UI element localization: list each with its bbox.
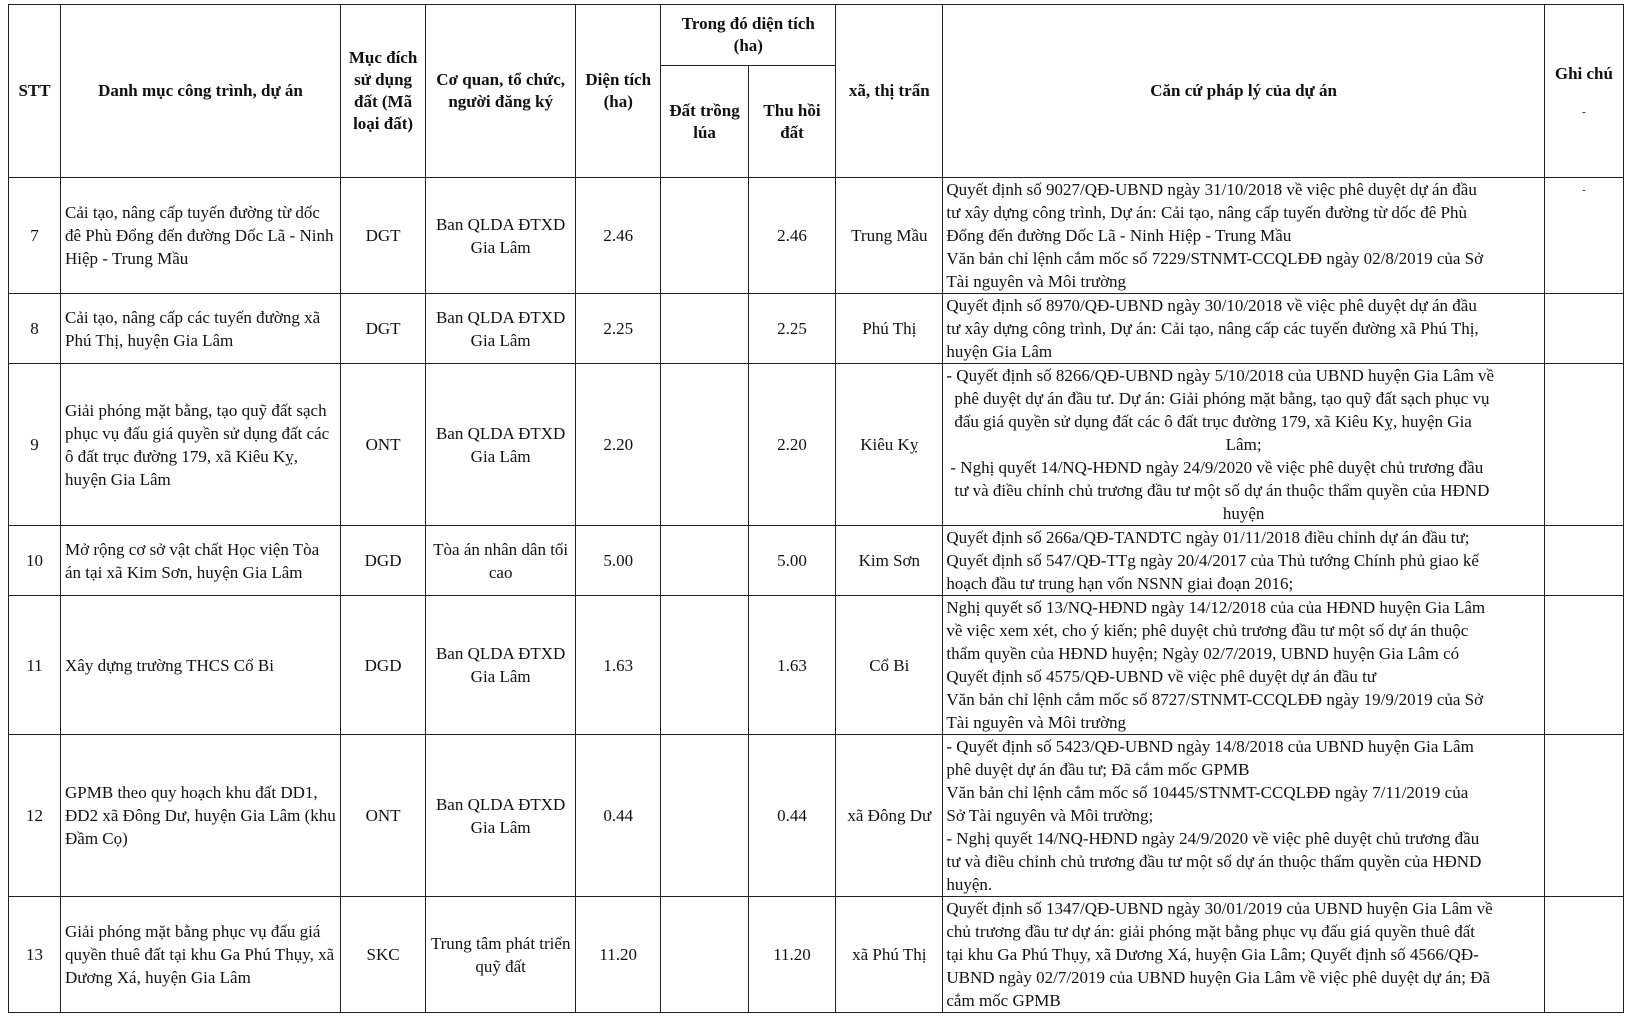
legal-line: - Nghị quyết 14/NQ-HĐND ngày 24/9/2020 về việc phê duyệt chủ trương đầu [946, 829, 1480, 848]
row-agency: Trung tâm phát triển quỹ đất [426, 897, 576, 1013]
legal-line: huyện Gia Lâm [946, 342, 1053, 361]
row-project-name: Giải phóng mặt bằng phục vụ đấu giá quyền thuê đất tại khu Ga Phú Thụy, xã Dương Xá, huyện Gia Lâm [61, 897, 341, 1013]
row-area: 0.44 [576, 735, 661, 897]
legal-line: UBND ngày 02/7/2019 của UBND huyện Gia Lâm về việc phê duyệt dự án; Đã [946, 968, 1491, 987]
row-legal-basis [943, 526, 1544, 596]
legal-line: huyện. [946, 875, 993, 894]
row-stt: 8 [9, 294, 61, 364]
table-row [9, 596, 1624, 735]
row-land-purpose: SKC [340, 897, 425, 1013]
row-commune: Cổ Bi [836, 596, 943, 735]
legal-line: Văn bản chỉ lệnh cắm mốc số 7229/STNMT-CCQLĐĐ ngày 02/8/2019 của Sở [946, 249, 1484, 268]
header-note-mark: - [1582, 106, 1586, 118]
legal-line: Lâm; [1225, 435, 1262, 454]
row-land-recovery: 0.44 [748, 735, 835, 897]
row-project-name: Xây dựng trường THCS Cổ Bi [61, 596, 341, 735]
row-stt: 11 [9, 596, 61, 735]
row-legal-basis [943, 178, 1544, 294]
table-row [9, 897, 1624, 1013]
row-commune: Kiêu Kỵ [836, 364, 943, 526]
legal-line: cắm mốc GPMB [946, 991, 1061, 1010]
legal-line: Quyết định số 8970/QĐ-UBND ngày 30/10/2018 về việc phê duyệt dự án đầu [946, 296, 1477, 315]
legal-line: Quyết định số 1347/QĐ-UBND ngày 30/01/2019 của UBND huyện Gia Lâm về [946, 899, 1493, 918]
row-area: 2.46 [576, 178, 661, 294]
row-agency: Tòa án nhân dân tối cao [426, 526, 576, 596]
row-area: 5.00 [576, 526, 661, 596]
row-rice-land [661, 897, 748, 1013]
row-agency: Ban QLDA ĐTXD Gia Lâm [426, 364, 576, 526]
row-stt: 10 [9, 526, 61, 596]
legal-line: Tài nguyên và Môi trường [946, 713, 1127, 732]
row-commune: Phú Thị [836, 294, 943, 364]
row-legal-basis [943, 364, 1544, 526]
row-note [1544, 178, 1623, 294]
legal-line: đấu giá quyền sử dụng đất các ô đất trục đường 179, xã Kiêu Kỵ, huyện Gia [954, 412, 1472, 431]
row-legal-basis [943, 897, 1544, 1013]
row-project-name: Cải tạo, nâng cấp tuyến đường từ dốc đê Phù Đổng đến đường Dốc Lã - Ninh Hiệp - Trung Mầu [61, 178, 341, 294]
legal-line: chủ trương đầu tư dự án: giải phóng mặt bằng phục vụ đấu giá quyền thuê đất [946, 922, 1475, 941]
row-note [1544, 897, 1623, 1013]
legal-line: Văn bản chỉ lệnh cắm mốc số 10445/STNMT-CCQLĐĐ ngày 7/11/2019 của [946, 783, 1469, 802]
land-use-table-page [8, 4, 1624, 1013]
header-rice-land: Đất trồng lúa [661, 66, 748, 178]
legal-line: Sở Tài nguyên và Môi trường; [946, 806, 1154, 825]
header-note-label: Ghi chú [1554, 64, 1613, 83]
header-project: Danh mục công trình, dự án [61, 5, 341, 178]
row-area: 1.63 [576, 596, 661, 735]
legal-line: tư xây dựng công trình, Dự án: Cải tạo, nâng cấp tuyến đường từ dốc đê Phù [946, 203, 1467, 222]
row-legal-basis [943, 735, 1544, 897]
row-stt: 7 [9, 178, 61, 294]
row-agency: Ban QLDA ĐTXD Gia Lâm [426, 178, 576, 294]
row-note [1544, 526, 1623, 596]
table-row [9, 294, 1624, 364]
row-rice-land [661, 526, 748, 596]
row-note [1544, 364, 1623, 526]
row-agency: Ban QLDA ĐTXD Gia Lâm [426, 294, 576, 364]
row-commune: Kim Sơn [836, 526, 943, 596]
row-land-purpose: DGT [340, 294, 425, 364]
row-area: 2.20 [576, 364, 661, 526]
row-rice-land [661, 294, 748, 364]
legal-line: - Nghị quyết 14/NQ-HĐND ngày 24/9/2020 về việc phê duyệt chủ trương đầu [950, 458, 1484, 477]
row-rice-land [661, 178, 748, 294]
row-land-recovery: 1.63 [748, 596, 835, 735]
row-land-purpose: DGD [340, 596, 425, 735]
row-rice-land [661, 735, 748, 897]
row-note [1544, 735, 1623, 897]
legal-line: - Quyết định số 8266/QĐ-UBND ngày 5/10/2018 của UBND huyện Gia Lâm về [946, 366, 1495, 385]
row-land-purpose: DGT [340, 178, 425, 294]
row-area: 2.25 [576, 294, 661, 364]
legal-line: Văn bản chỉ lệnh cắm mốc số 8727/STNMT-CCQLĐĐ ngày 19/9/2019 của Sở [946, 690, 1484, 709]
header-commune: xã, thị trấn [836, 5, 943, 178]
land-use-projects-table [8, 4, 1624, 1013]
header-of-which: Trong đó diện tích (ha) [661, 5, 836, 66]
header-area: Diện tích (ha) [576, 5, 661, 178]
legal-line: - Quyết định số 5423/QĐ-UBND ngày 14/8/2018 của UBND huyện Gia Lâm [946, 737, 1474, 756]
row-stt: 12 [9, 735, 61, 897]
row-project-name: Giải phóng mặt bằng, tạo quỹ đất sạch phục vụ đấu giá quyền sử dụng đất các ô đất trục đường 179, xã Kiêu Kỵ, huyện Gia Lâm [61, 364, 341, 526]
legal-line: huyện [1222, 504, 1265, 523]
legal-line: về việc xem xét, cho ý kiến; phê duyệt chủ trương đầu tư một số dự án thuộc [946, 621, 1469, 640]
row-land-purpose: ONT [340, 735, 425, 897]
legal-line: tư và điều chỉnh chủ trương đầu tư một số dự án thuộc thẩm quyền của HĐND [946, 852, 1482, 871]
header-stt: STT [9, 5, 61, 178]
row-land-recovery: 11.20 [748, 897, 835, 1013]
row-land-recovery: 2.20 [748, 364, 835, 526]
row-agency: Ban QLDA ĐTXD Gia Lâm [426, 735, 576, 897]
row-note-text: - [1582, 184, 1586, 196]
legal-line: tư và điều chỉnh chủ trương đầu tư một số dự án thuộc thẩm quyền của HĐND [954, 481, 1490, 500]
legal-line: phê duyệt dự án đầu tư. Dự án: Giải phóng mặt bằng, tạo quỹ đất sạch phục vụ [954, 389, 1490, 408]
row-rice-land [661, 596, 748, 735]
row-project-name: Cải tạo, nâng cấp các tuyến đường xã Phú Thị, huyện Gia Lâm [61, 294, 341, 364]
row-commune: xã Phú Thị [836, 897, 943, 1013]
legal-line: Quyết định số 547/QĐ-TTg ngày 20/4/2017 của Thủ tướng Chính phủ giao kế [946, 551, 1479, 570]
legal-line: thẩm quyền của HĐND huyện; Ngày 02/7/2019, UBND huyện Gia Lâm có [946, 644, 1460, 663]
legal-line: Nghị quyết số 13/NQ-HĐND ngày 14/12/2018 của của HĐND huyện Gia Lâm [946, 598, 1486, 617]
legal-line: Quyết định số 4575/QĐ-UBND về việc phê duyệt dự án đầu tư [946, 667, 1377, 686]
legal-line: tại khu Ga Phú Thụy, xã Dương Xá, huyện Gia Lâm; Quyết định số 4566/QĐ- [946, 945, 1479, 964]
row-land-recovery: 5.00 [748, 526, 835, 596]
table-row [9, 526, 1624, 596]
row-agency: Ban QLDA ĐTXD Gia Lâm [426, 596, 576, 735]
header-note [1544, 5, 1623, 178]
row-stt: 9 [9, 364, 61, 526]
row-land-recovery: 2.46 [748, 178, 835, 294]
row-commune: Trung Mầu [836, 178, 943, 294]
row-note [1544, 294, 1623, 364]
legal-line: Đổng đến đường Dốc Lã - Ninh Hiệp - Trung Mầu [946, 226, 1292, 245]
table-row [9, 178, 1624, 294]
row-land-recovery: 2.25 [748, 294, 835, 364]
legal-line: Tài nguyên và Môi trường [946, 272, 1127, 291]
row-legal-basis [943, 294, 1544, 364]
row-land-purpose: ONT [340, 364, 425, 526]
row-area: 11.20 [576, 897, 661, 1013]
row-commune: xã Đông Dư [836, 735, 943, 897]
legal-line: Quyết định số 9027/QĐ-UBND ngày 31/10/2018 về việc phê duyệt dự án đầu [946, 180, 1477, 199]
table-row [9, 364, 1624, 526]
header-purpose: Mục đích sử dụng đất (Mã loại đất) [340, 5, 425, 178]
row-project-name: Mở rộng cơ sở vật chất Học viện Tòa án tại xã Kim Sơn, huyện Gia Lâm [61, 526, 341, 596]
legal-line: Quyết định số 266a/QĐ-TANDTC ngày 01/11/2018 điều chỉnh dự án đầu tư; [946, 528, 1470, 547]
row-legal-basis [943, 596, 1544, 735]
row-stt: 13 [9, 897, 61, 1013]
row-rice-land [661, 364, 748, 526]
row-note [1544, 596, 1623, 735]
legal-line: tư xây dựng công trình, Dự án: Cải tạo, nâng cấp các tuyến đường xã Phú Thị, [946, 319, 1479, 338]
header-land-recovery: Thu hồi đất [748, 66, 835, 178]
legal-line: phê duyệt dự án đầu tư; Đã cắm mốc GPMB [946, 760, 1250, 779]
row-land-purpose: DGD [340, 526, 425, 596]
row-project-name: GPMB theo quy hoạch khu đất DD1, ĐD2 xã Đông Dư, huyện Gia Lâm (khu Đầm Cọ) [61, 735, 341, 897]
legal-line: hoạch đầu tư trung hạn vốn NSNN giai đoạn 2016; [946, 574, 1294, 593]
header-legal: Căn cứ pháp lý của dự án [943, 5, 1544, 178]
header-agency: Cơ quan, tổ chức, người đăng ký [426, 5, 576, 178]
table-row [9, 735, 1624, 897]
